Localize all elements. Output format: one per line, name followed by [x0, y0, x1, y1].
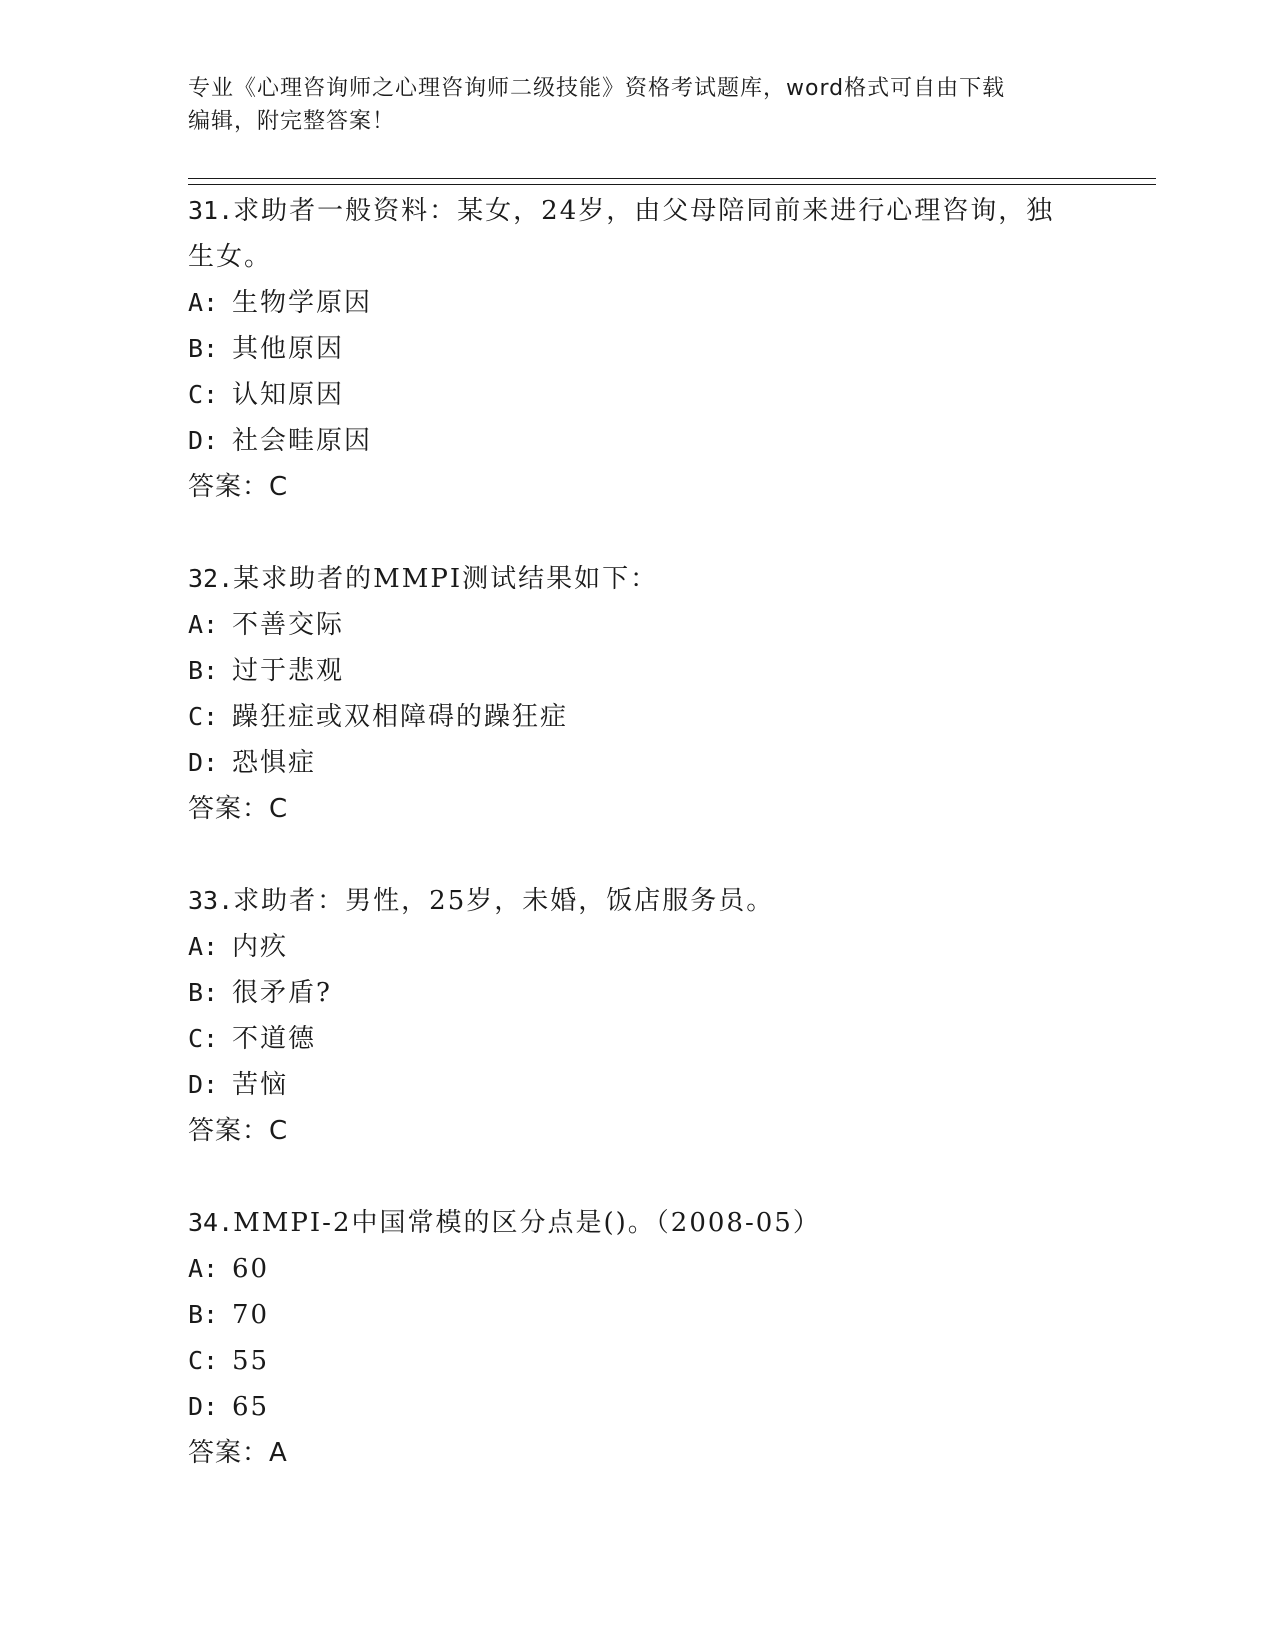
option-b [188, 1292, 1088, 1338]
option-text: 恐惧症 [232, 748, 317, 778]
option-text: 不善交际 [232, 610, 345, 640]
question-stem-continued: 生女。 [188, 242, 273, 272]
option-letter: A: [188, 1254, 219, 1283]
option-a [188, 1246, 1088, 1292]
option-text: 不道德 [232, 1024, 317, 1054]
option-letter: C: [188, 1024, 219, 1053]
option-text: 内疚 [232, 932, 289, 962]
option-text: 70 [232, 1300, 270, 1330]
option-text: 生物学原因 [232, 288, 373, 318]
option-letter: C: [188, 702, 219, 731]
option-text: 躁狂症或双相障碍的躁狂症 [232, 702, 569, 732]
option-a [188, 924, 1088, 970]
question-text: MMPI-2中国常模的区分点是()。（2008-05） [233, 1208, 821, 1238]
option-c [188, 1016, 1088, 1062]
question-32 [188, 556, 1088, 878]
option-d [188, 418, 1088, 464]
option-letter: C: [188, 1346, 219, 1375]
question-text: 某求助者的MMPI测试结果如下： [233, 564, 659, 594]
header-line-1: 专业《心理咨询师之心理咨询师二级技能》资格考试题库，word格式可自由下载 [188, 76, 1006, 101]
option-letter: A: [188, 288, 219, 317]
option-letter: A: [188, 932, 219, 961]
question-text: 求助者：男性，25岁，未婚，饭店服务员。 [233, 886, 775, 916]
option-text: 很矛盾? [232, 978, 332, 1008]
question-list [188, 188, 1088, 1476]
document-header [188, 72, 1068, 138]
question-34 [188, 1200, 1088, 1476]
question-number: 33. [188, 886, 234, 915]
option-c [188, 694, 1088, 740]
answer-line: 答案：C [188, 794, 289, 824]
question-number: 32. [188, 564, 234, 593]
option-letter: C: [188, 380, 219, 409]
option-text: 苦恼 [232, 1070, 289, 1100]
option-b [188, 326, 1088, 372]
option-b [188, 648, 1088, 694]
option-letter: B: [188, 1300, 219, 1329]
question-number: 34. [188, 1208, 234, 1237]
option-letter: D: [188, 748, 219, 777]
option-text: 社会畦原因 [232, 426, 373, 456]
option-c [188, 1338, 1088, 1384]
question-number: 31. [188, 196, 234, 225]
question-spacer [188, 832, 1088, 878]
question-stem [188, 188, 1088, 234]
header-divider-top [188, 178, 1156, 179]
question-33 [188, 878, 1088, 1200]
option-a [188, 602, 1088, 648]
option-letter: B: [188, 978, 219, 1007]
question-spacer [188, 1154, 1088, 1200]
option-letter: D: [188, 1392, 219, 1421]
question-spacer [188, 510, 1088, 556]
question-stem [188, 556, 1088, 602]
option-text: 认知原因 [232, 380, 345, 410]
option-letter: B: [188, 656, 219, 685]
option-letter: D: [188, 1070, 219, 1099]
option-b [188, 970, 1088, 1016]
option-a [188, 280, 1088, 326]
option-text: 55 [232, 1346, 270, 1376]
option-text: 过于悲观 [232, 656, 345, 686]
answer-line: 答案：C [188, 472, 289, 502]
header-line-2: 编辑，附完整答案！ [188, 109, 396, 134]
option-d [188, 1062, 1088, 1108]
option-text: 其他原因 [232, 334, 345, 364]
option-d [188, 1384, 1088, 1430]
answer-line: 答案：C [188, 1116, 289, 1146]
option-letter: B: [188, 334, 219, 363]
option-letter: D: [188, 426, 219, 455]
option-text: 60 [232, 1254, 270, 1284]
option-letter: A: [188, 610, 219, 639]
question-31 [188, 188, 1088, 556]
option-text: 65 [232, 1392, 270, 1422]
option-c [188, 372, 1088, 418]
question-text: 求助者一般资料：某女，24岁，由父母陪同前来进行心理咨询，独 [233, 196, 1055, 226]
question-stem [188, 878, 1088, 924]
answer-line: 答案：A [188, 1438, 288, 1468]
header-divider-bottom [188, 184, 1156, 185]
option-d [188, 740, 1088, 786]
question-stem [188, 1200, 1088, 1246]
